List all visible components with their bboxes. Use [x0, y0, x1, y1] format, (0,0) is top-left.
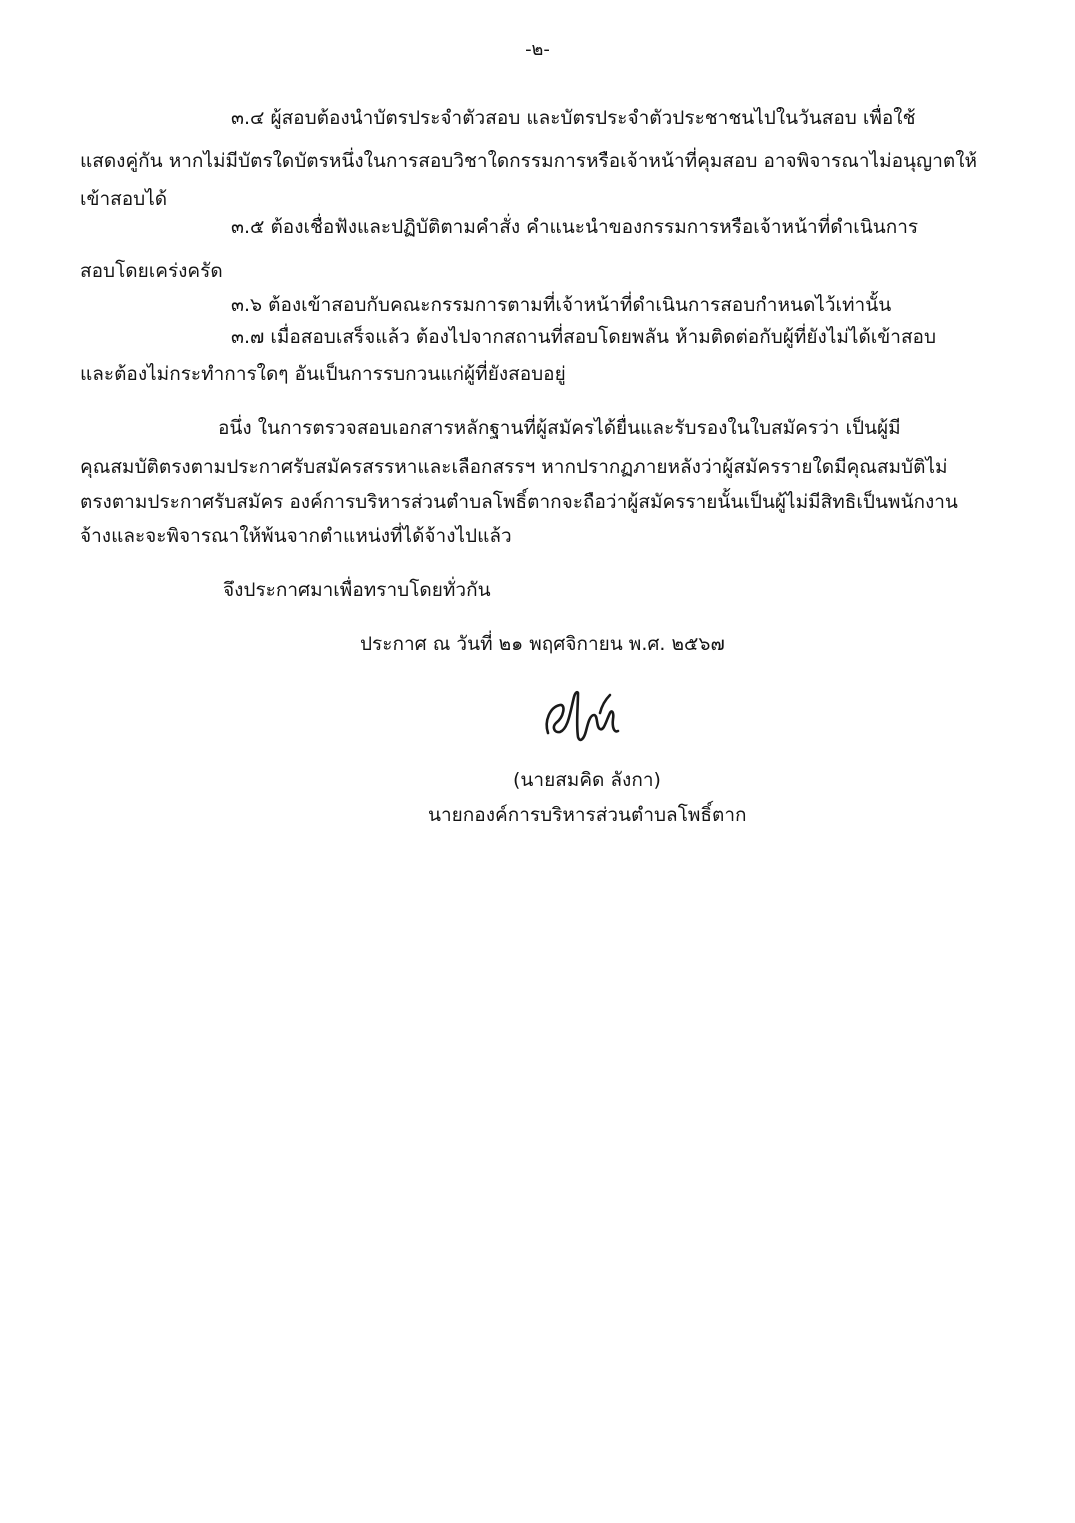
note-paragraph-line-2: คุณสมบัติตรงตามประกาศรับสมัครสรรหาและเลือกสรรฯ หากปรากฏภายหลังว่าผู้สมัครรายใดมีคุณสมบัติไม่ — [80, 456, 948, 478]
paragraph-3-5-line-2: สอบโดยเคร่งครัด — [80, 260, 223, 282]
paragraph-3-4-line-3: เข้าสอบได้ — [80, 188, 168, 210]
page-number: -๒- — [525, 39, 550, 60]
note-paragraph-line-1: อนึ่ง ในการตรวจสอบเอกสารหลักฐานที่ผู้สมัครได้ยื่นและรับรองในใบสมัครว่า เป็นผู้มี — [218, 417, 901, 439]
closing-line: จึงประกาศมาเพื่อทราบโดยทั่วกัน — [223, 579, 491, 601]
paragraph-3-6-line-1: ๓.๖ ต้องเข้าสอบกับคณะกรรมการตามที่เจ้าหน้าที่ดำเนินการสอบกำหนดไว้เท่านั้น — [231, 294, 892, 316]
signatory-name: (นายสมคิด ลังกา) — [513, 769, 661, 791]
signatory-position: นายกองค์การบริหารส่วนตำบลโพธิ์ตาก — [428, 804, 747, 826]
paragraph-3-7-line-2: และต้องไม่กระทำการใดๆ อันเป็นการรบกวนแก่ผู้ที่ยังสอบอยู่ — [80, 363, 566, 385]
announcement-date: ประกาศ ณ วันที่ ๒๑ พฤศจิกายน พ.ศ. ๒๕๖๗ — [360, 633, 725, 655]
note-paragraph-line-4: จ้างและจะพิจารณาให้พ้นจากตำแหน่งที่ได้จ้างไปแล้ว — [80, 525, 512, 547]
paragraph-3-4-line-1: ๓.๔ ผู้สอบต้องนำบัตรประจำตัวสอบ และบัตรประจำตัวประชาชนไปในวันสอบ เพื่อใช้ — [231, 107, 916, 129]
paragraph-3-5-line-1: ๓.๕ ต้องเชื่อฟังและปฏิบัติตามคำสั่ง คำแนะนำของกรรมการหรือเจ้าหน้าที่ดำเนินการ — [231, 216, 919, 238]
paragraph-3-4-line-2: แสดงคู่กัน หากไม่มีบัตรใดบัตรหนึ่งในการสอบวิชาใดกรรมการหรือเจ้าหน้าที่คุมสอบ อาจพิจารณาไม่อนุญาตให้ — [80, 150, 977, 172]
note-paragraph-line-3: ตรงตามประกาศรับสมัคร องค์การบริหารส่วนตำบลโพธิ์ตากจะถือว่าผู้สมัครรายนั้นเป็นผู้ไม่มีสิทธิเป็นพนักงาน — [80, 491, 958, 513]
paragraph-3-7-line-1: ๓.๗ เมื่อสอบเสร็จแล้ว ต้องไปจากสถานที่สอบโดยพลัน ห้ามติดต่อกับผู้ที่ยังไม่ได้เข้าสอบ — [231, 326, 937, 348]
signature-image — [540, 683, 630, 753]
